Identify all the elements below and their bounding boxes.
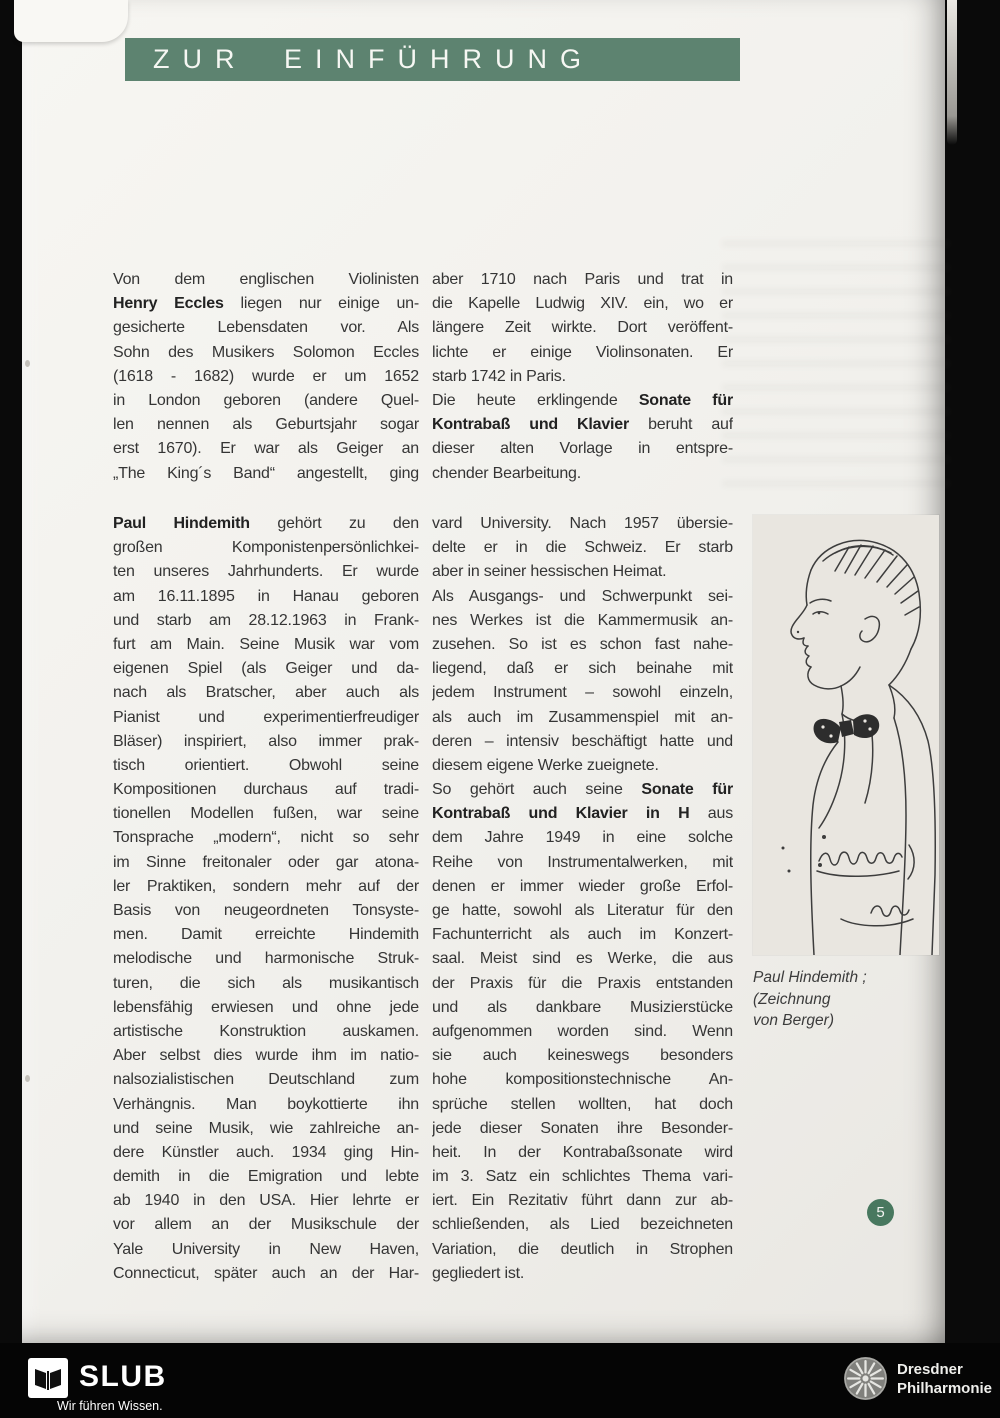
text-line: eigenen Spiel (als Geiger und da- bbox=[113, 660, 419, 678]
text-line: Yale University in New Haven, bbox=[113, 1240, 419, 1258]
text-line: gesicherte Lebensdaten vor. Als bbox=[113, 319, 419, 337]
text-line: und als dankbare Musizierstücke bbox=[432, 998, 733, 1016]
text-line: Kontrabaß und Klavier in H aus bbox=[432, 805, 733, 823]
text-line: iert. Ein Rezitativ führt dann zur ab- bbox=[432, 1192, 733, 1210]
text-line: Basis von neugeordneten Tonsyste- bbox=[113, 902, 419, 919]
text-line: im Sinne freitonaler oder gar atona- bbox=[113, 853, 419, 871]
text-line: zusehen. So ist es schon fast nahe- bbox=[432, 635, 733, 653]
text-line: melodische und harmonische Struk- bbox=[113, 950, 419, 968]
text-line: Verhängnis. Man boykottierte ihn bbox=[113, 1095, 419, 1113]
text-line: Kompositionen durchaus auf tradi- bbox=[113, 781, 419, 799]
page-number-badge bbox=[867, 1199, 894, 1226]
text-line: (1618 - 1682) wurde er um 1652 bbox=[113, 367, 419, 385]
text-line: dem Jahre 1949 in eine solche bbox=[432, 829, 733, 847]
text-line: hohe kompositionstechnische An- bbox=[432, 1071, 733, 1089]
text-line: Kontrabaß und Klavier beruht auf bbox=[432, 416, 733, 434]
text-line: men. Damit erreichte Hindemith bbox=[113, 926, 419, 944]
bleed-through-artifact bbox=[722, 240, 950, 502]
hindemith-sketch bbox=[753, 515, 939, 955]
text-line: längere Zeit wirkte. Dort veröffent- bbox=[432, 319, 733, 337]
text-line: chender Bearbeitung. bbox=[432, 464, 582, 482]
hindemith-drawing-icon bbox=[753, 515, 939, 955]
scanned-page bbox=[22, 0, 945, 1346]
text-line: tionellen Modellen fußen, war seine bbox=[113, 805, 419, 823]
text-line: aber 1710 nach Paris und trat in bbox=[432, 271, 733, 288]
text-line: im 3. Satz ein schlichtes Thema vari- bbox=[432, 1168, 733, 1186]
text-line: Fachunterricht als auch im Konzert- bbox=[432, 926, 733, 944]
page-title: ZUR EINFÜHRUNG bbox=[153, 44, 594, 74]
caption-line: (Zeichnung bbox=[753, 990, 831, 1008]
text-line: sprüche stellen wollten, hat doch bbox=[432, 1095, 733, 1113]
text-line: jede dieser Sonaten ihre Besonder- bbox=[432, 1119, 733, 1137]
text-line: Reihe von Instrumentalwerken, mit bbox=[432, 853, 733, 871]
text-line: erst 1670). Er war als Geiger an bbox=[113, 440, 419, 458]
text-line: liegend, daß er sich beinahe mit bbox=[432, 660, 733, 678]
text-line: gegliedert ist. bbox=[432, 1264, 525, 1282]
text-line: Pianist und experimentierfreudiger bbox=[113, 708, 419, 726]
text-line: vard University. Nach 1957 übersie- bbox=[432, 515, 733, 532]
text-line: Tonsprache „modern“, nicht so sehr bbox=[113, 829, 419, 847]
text-column-right-block-hindemith bbox=[432, 512, 733, 1286]
page-number: 5 bbox=[876, 1204, 885, 1221]
text-line: sie auch keineswegs besonders bbox=[432, 1047, 733, 1065]
text-line: Von dem englischen Violinisten bbox=[113, 271, 419, 288]
text-line: So gehört auch seine Sonate für bbox=[432, 781, 733, 799]
text-line: nalsozialistischen Deutschland zum bbox=[113, 1071, 419, 1089]
text-line: demith in die Emigration und lebte bbox=[113, 1168, 419, 1186]
text-line: nach als Bratscher, aber auch als bbox=[113, 684, 419, 702]
text-line: denen er immer wieder große Erfol- bbox=[432, 877, 733, 895]
slub-wordmark: SLUB bbox=[79, 1360, 167, 1393]
text-line: in London geboren (andere Quel- bbox=[113, 391, 419, 409]
text-line: Aber selbst dies wurde ihm im natio- bbox=[113, 1047, 419, 1065]
text-line: Als Ausgangs- und Schwerpunkt sei- bbox=[432, 587, 733, 605]
text-line: als auch im Zusammenspiel mit an- bbox=[432, 708, 733, 726]
slub-book-icon bbox=[28, 1358, 68, 1398]
text-line: „The King´s Band“ angestellt, ging bbox=[113, 464, 419, 482]
text-line: tisch orientiert. Obwohl seine bbox=[113, 756, 419, 774]
text-column-left-block-eccles bbox=[113, 268, 419, 486]
philharmonie-line2: Philharmonie bbox=[897, 1379, 993, 1397]
text-line: turen, die sich als musikantisch bbox=[113, 974, 419, 992]
philharmonie-logo bbox=[843, 1356, 992, 1401]
caption-line: von Berger) bbox=[753, 1012, 834, 1029]
text-column-right-block-eccles bbox=[432, 268, 733, 486]
text-line: dere Künstler auch. 1934 ging Hin- bbox=[113, 1143, 419, 1161]
slub-slogan: Wir führen Wissen. bbox=[57, 1399, 163, 1413]
text-line: und starb am 28.12.1963 in Frank- bbox=[113, 611, 419, 629]
text-line: Bläser) inspiriert, also immer prak- bbox=[113, 732, 419, 750]
text-line: Henry Eccles liegen nur einige un- bbox=[113, 295, 419, 313]
text-line: Connecticut, später auch an der Har- bbox=[113, 1264, 419, 1282]
philharmonie-line1: Dresdner bbox=[897, 1360, 963, 1378]
text-column-left-block-hindemith bbox=[113, 512, 419, 1286]
text-line: Paul Hindemith gehört zu den bbox=[113, 515, 419, 532]
library-watermark-bar bbox=[0, 1343, 1000, 1418]
text-line: Variation, die deutlich in Strophen bbox=[432, 1240, 733, 1258]
text-line: großen Komponistenpersönlichkei- bbox=[113, 539, 419, 557]
philharmonie-wordmark bbox=[897, 1360, 992, 1398]
text-line: starb 1742 in Paris. bbox=[432, 367, 566, 385]
header-bar bbox=[125, 38, 740, 81]
text-line: vor allem an der Musikschule der bbox=[113, 1216, 419, 1234]
text-line: nes Werkes ist die Kammermusik an- bbox=[432, 611, 733, 629]
text-line: ab 1940 in den USA. Hier lehrte er bbox=[113, 1192, 419, 1210]
text-line: diesem eigene Werke zueignete. bbox=[432, 756, 659, 774]
text-line: am 16.11.1895 in Hanau geboren bbox=[113, 587, 419, 605]
text-line: ten unseres Jahrhunderts. Er wurde bbox=[113, 563, 419, 581]
page-corner-artifact bbox=[14, 0, 128, 42]
text-line: die Kapelle Ludwig XIV. ein, wo er bbox=[432, 295, 733, 313]
text-line: furt am Main. Seine Musik war vom bbox=[113, 635, 419, 653]
text-line: heit. In der Kontrabaßsonate wird bbox=[432, 1143, 733, 1161]
text-line: jedem Instrument – sowohl einzeln, bbox=[432, 684, 733, 702]
page-edge-artifact bbox=[947, 0, 957, 145]
scan-speck bbox=[25, 360, 30, 367]
text-line: artistische Konstruktion auskamen. bbox=[113, 1022, 419, 1040]
text-line: len nennen als Geburtsjahr sogar bbox=[113, 416, 419, 434]
text-line: deren – intensiv beschäftigt hatte und bbox=[432, 732, 733, 750]
text-line: delte er in die Schweiz. Er starb bbox=[432, 539, 733, 557]
text-line: ge hatte, sowohl als Literatur für den bbox=[432, 902, 733, 919]
text-line: der Praxis für die Praxis entstanden bbox=[432, 974, 733, 992]
text-line: ler Praktiken, sondern mehr auf der bbox=[113, 877, 419, 895]
text-line: aufgenommen worden sind. Wenn bbox=[432, 1022, 733, 1040]
scan-speck bbox=[25, 1075, 30, 1082]
slub-logo bbox=[28, 1358, 167, 1398]
philharmonie-emblem-icon bbox=[843, 1356, 888, 1401]
text-line: lichte er einige Violinsonaten. Er bbox=[432, 343, 733, 361]
text-line: aber in seiner hessischen Heimat. bbox=[432, 563, 667, 581]
text-line: saal. Meist sind es Werke, die aus bbox=[432, 950, 733, 968]
text-line: dieser alten Vorlage in entspre- bbox=[432, 440, 733, 458]
caption-line: Paul Hindemith ; bbox=[753, 969, 867, 986]
text-line: und seine Musik, wie zahlreiche an- bbox=[113, 1119, 419, 1137]
text-line: schließenden, als Lied bezeichneten bbox=[432, 1216, 733, 1234]
text-line: Die heute erklingende Sonate für bbox=[432, 391, 733, 409]
text-line: Sohn des Musikers Solomon Eccles bbox=[113, 343, 419, 361]
figure-caption bbox=[753, 967, 933, 1032]
text-line: lebensfähig erwiesen und ohne jede bbox=[113, 998, 419, 1016]
